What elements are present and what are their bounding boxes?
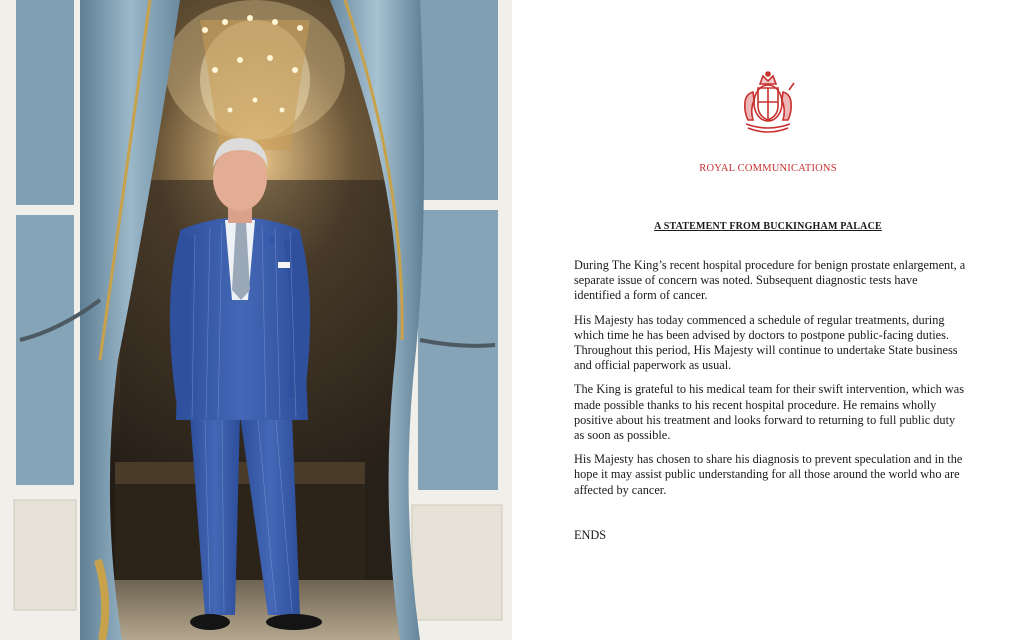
paragraph: His Majesty has chosen to share his diagnosis to prevent speculation and in the hope it may assist public understanding for all those around the world who are affected by cancer. bbox=[574, 452, 963, 497]
sub-header: ROYAL COMMUNICATIONS bbox=[699, 163, 837, 174]
paragraph: His Majesty has today commenced a schedule of regular treatments, during which time he has been advised by doctors to postpone public-facing duties. Throughout this period, His Majesty will continue to undertake State business and official paperwork as usual. bbox=[574, 312, 958, 373]
royal-coat-of-arms-icon bbox=[736, 70, 800, 134]
paragraph: During The King’s recent hospital procedure for benign prostate enlargement, a separate issue of concern was noted. Subsequent diagnostic tests have identified a form of cancer. bbox=[574, 258, 966, 303]
statement-panel bbox=[512, 0, 1024, 640]
statement-body bbox=[574, 258, 966, 552]
left-door bbox=[0, 0, 88, 640]
statement-heading: A STATEMENT FROM BUCKINGHAM PALACE bbox=[654, 221, 882, 232]
sideboard bbox=[115, 462, 365, 484]
paragraph: The King is grateful to his medical team for their swift intervention, which was made possible thanks to his recent hospital procedure. He remains wholly positive about his treatment and looks forward to returning to full public duty as soon as possible. bbox=[574, 382, 964, 443]
ends-marker: ENDS bbox=[574, 527, 607, 542]
